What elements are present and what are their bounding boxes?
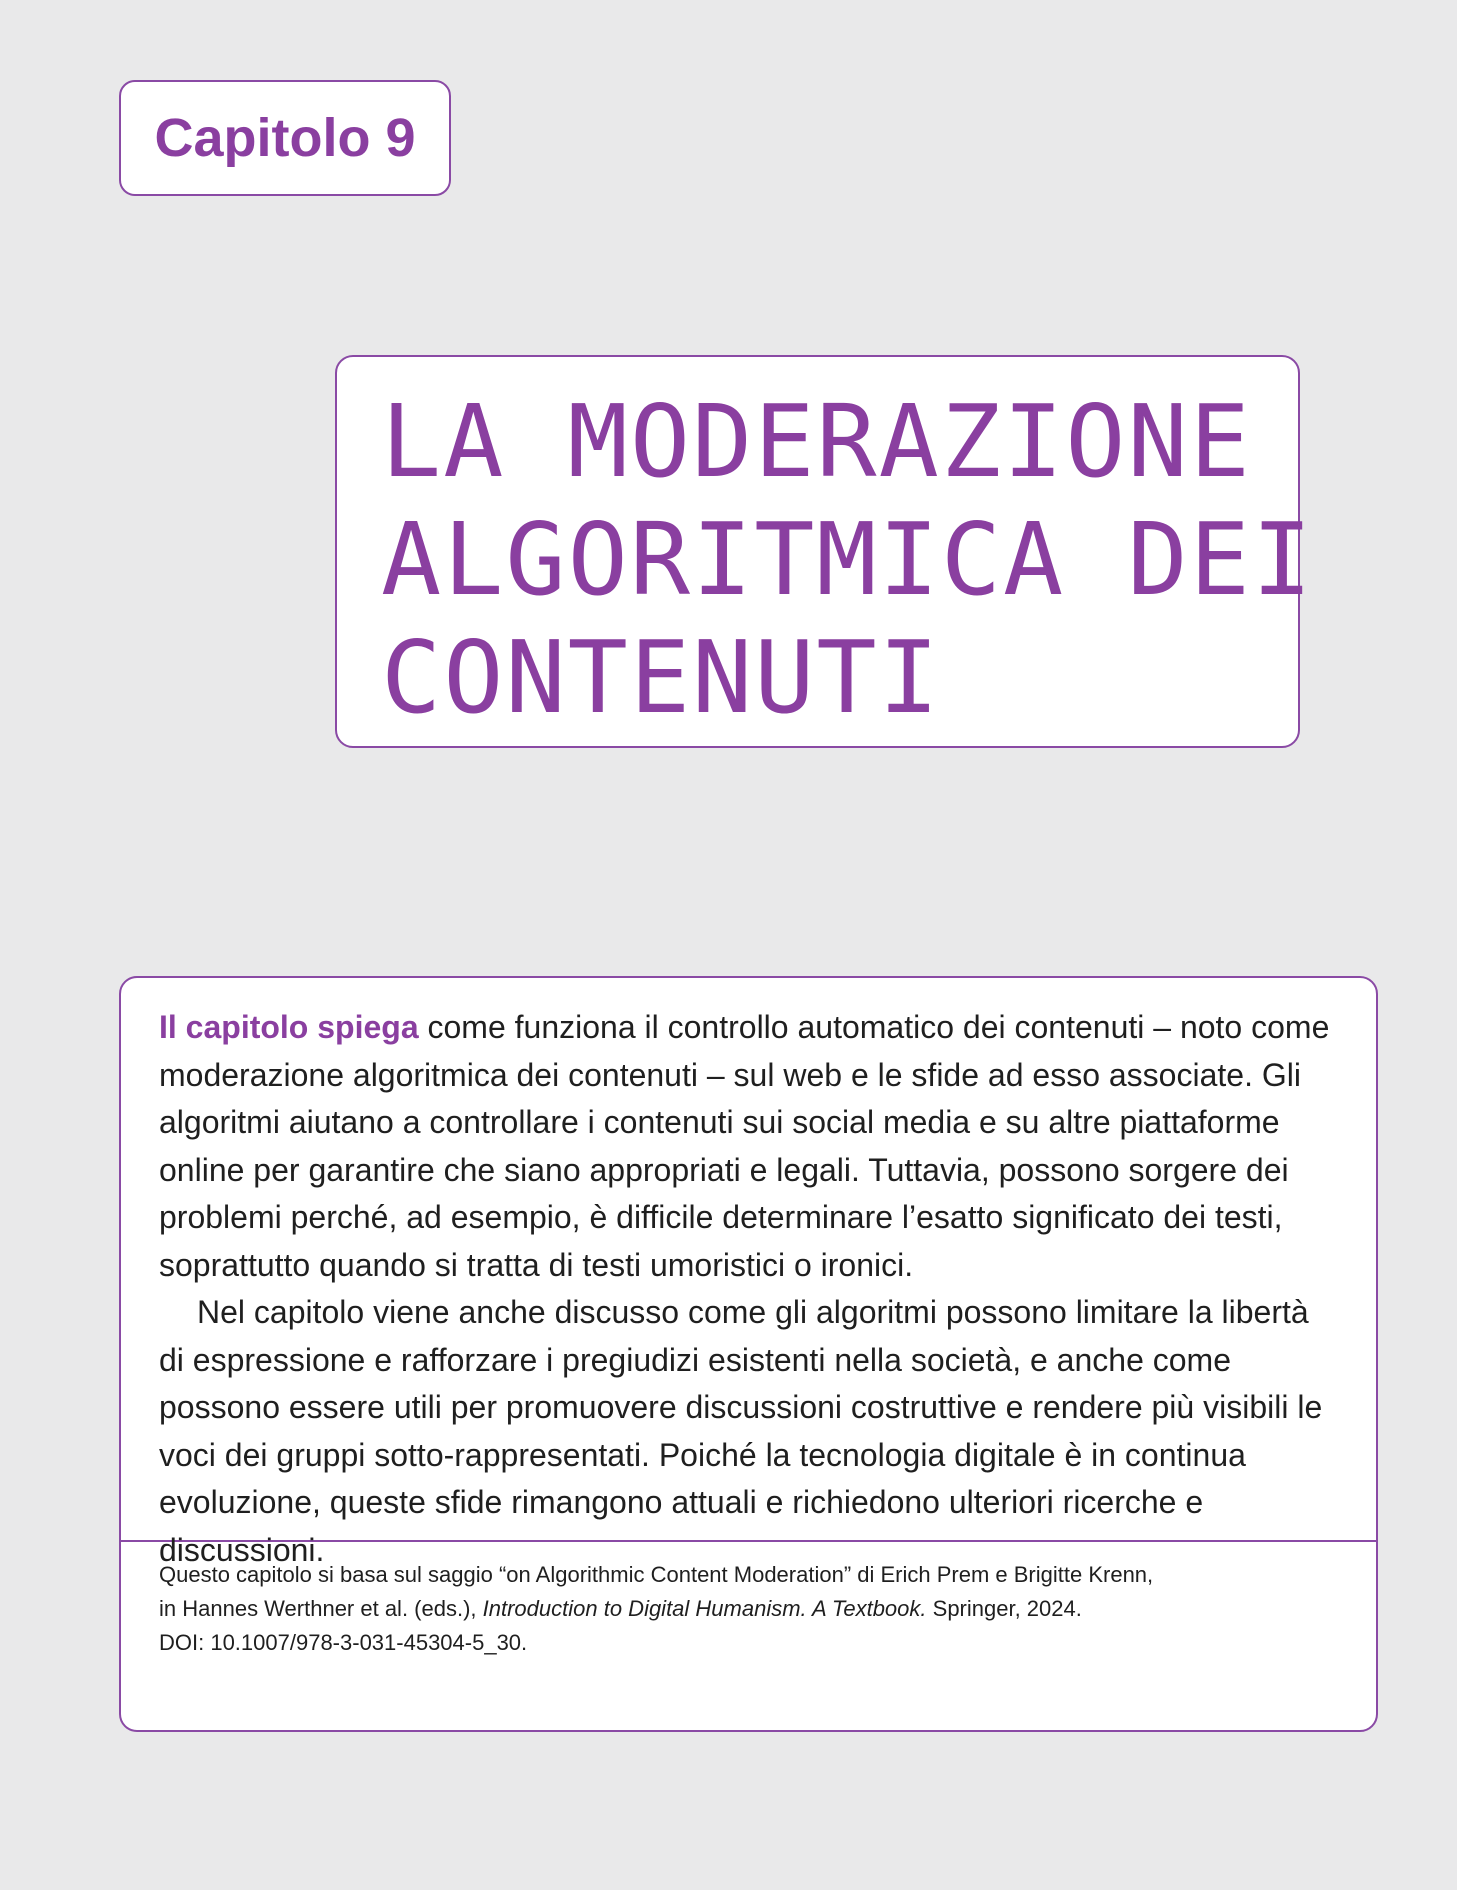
abstract-paragraph-2-text: Nel capitolo viene anche discusso come gli algoritmi possono limitare la libertà di espressione e rafforzare i pregiudizi esistenti nella società, e anche come possono essere utili per promuovere discussioni costruttive e rendere più visibili le voci dei gruppi sotto-rappresentati. Poiché la tecnologia digitale è in continua evoluzione, queste sfide rimangono attuali e richiedono ulteriori ricerche e discussioni. <box>159 1294 1323 1568</box>
abstract-paragraph-1-text: come funziona il controllo automatico dei contenuti – noto come moderazione algoritmica dei contenuti – sul web e le sfide ad esso associate. Gli algoritmi aiutano a controllare i contenuti sui social media e su altre piattaforme online per garantire che siano appropriati e legali. Tuttavia, possono sorgere dei problemi perché, ad esempio, è difficile determinare l’esatto significato dei testi, soprattutto quando si tratta di testi umoristici o ironici. <box>159 1009 1330 1283</box>
abstract-body <box>121 978 1376 1568</box>
abstract-paragraph-2 <box>159 1289 1338 1574</box>
chapter-label-text: Capitolo 9 <box>154 108 416 168</box>
source-note-suffix: Springer, 2024. <box>926 1596 1082 1621</box>
chapter-title-line-3: CONTENUTI <box>381 619 941 736</box>
chapter-title <box>335 355 1315 748</box>
abstract-box <box>119 976 1378 1732</box>
source-note-prefix: in Hannes Werthner et al. (eds.), <box>159 1596 483 1621</box>
source-note-line-2 <box>159 1592 1338 1626</box>
source-note <box>121 1542 1376 1660</box>
chapter-label <box>119 80 451 196</box>
source-note-doi: DOI: 10.1007/978-3-031-45304-5_30. <box>159 1630 528 1655</box>
source-note-book-title: Introduction to Digital Humanism. A Textbook. <box>482 1596 927 1621</box>
chapter-title-line-2: ALGORITMICA DEI <box>381 501 1315 618</box>
chapter-title-line-1: LA MODERAZIONE <box>381 383 1252 500</box>
abstract-lead: Il capitolo spiega <box>159 1009 419 1045</box>
abstract-paragraph-1 <box>159 1004 1338 1289</box>
source-note-line-1: Questo capitolo si basa sul saggio “on Algorithmic Content Moderation” di Erich Prem e Brigitte Krenn, <box>159 1562 1154 1587</box>
